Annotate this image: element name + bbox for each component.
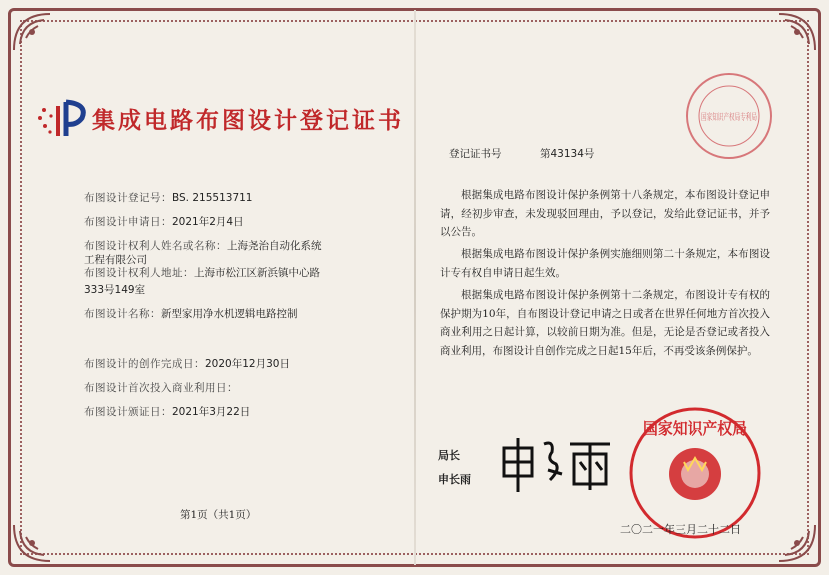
seal-text: 国家知识产权局 <box>643 419 747 438</box>
paragraph-2: 根据集成电路布图设计保护条例实施细则第二十条规定，本布图设计专有权自申请日起生效。 <box>440 248 770 279</box>
field-application-date: 布图设计申请日：2021年2月4日 <box>84 216 244 228</box>
ip-logo-icon <box>36 96 94 140</box>
field-holder-name: 布图设计权利人姓名或名称：上海尧治自动化系统 <box>84 240 322 252</box>
corner-ornament-icon <box>10 10 54 54</box>
director-name: 申长雨 <box>438 473 471 486</box>
field-holder-address-cont: 333号149室 <box>84 284 146 296</box>
small-stamp-text: 国家知识产权局专利局 <box>701 113 792 123</box>
certificate-title: 集成电路布图设计登记证书 <box>92 107 404 134</box>
paragraph-1: 根据集成电路布图设计保护条例第十八条规定，本布图设计登记申请，经初步审查，未发现驳回理由，予以登记，发给此登记证书，并予以公告。 <box>440 189 770 238</box>
field-creation-date: 布图设计的创作完成日：2020年12月30日 <box>84 358 290 370</box>
corner-ornament-icon <box>775 10 819 54</box>
paragraph-3: 根据集成电路布图设计保护条例第十二条规定，布图设计专有权的保护期为10年，自布图设计登记申请之日或者在世界任何地方首次投入商业利用之日起计算，以较前日期为准。但是，无论是否登记或者投入商业利用，布图设计自创作完成之日起15年后，不再受该条例保护。 <box>440 289 770 357</box>
corner-ornament-icon <box>775 521 819 565</box>
small-stamp-icon <box>683 70 792 162</box>
cert-no-value: 第43134号 <box>540 148 595 160</box>
field-design-name: 布图设计名称：新型家用净水机逻辑电路控制 <box>84 308 298 320</box>
signature-icon <box>498 430 618 500</box>
field-holder-name-cont: 工程有限公司 <box>84 254 147 266</box>
field-issue-date: 布图设计颁证日：2021年3月22日 <box>84 406 251 418</box>
field-registration-no: 布图设计登记号：BS. 215513711 <box>84 192 253 204</box>
director-title: 局长 <box>438 449 460 462</box>
corner-ornament-icon <box>10 521 54 565</box>
issue-date: 二〇二一年三月二十二日 <box>620 523 741 536</box>
field-commercial-use-date: 布图设计首次投入商业利用日： <box>84 382 238 394</box>
field-holder-address: 布图设计权利人地址：上海市松江区新浜镇中心路 <box>84 267 320 279</box>
page-fold <box>414 10 416 565</box>
cert-no-label: 登记证书号 <box>449 148 502 160</box>
page-number: 第1页（共1页） <box>180 509 257 521</box>
